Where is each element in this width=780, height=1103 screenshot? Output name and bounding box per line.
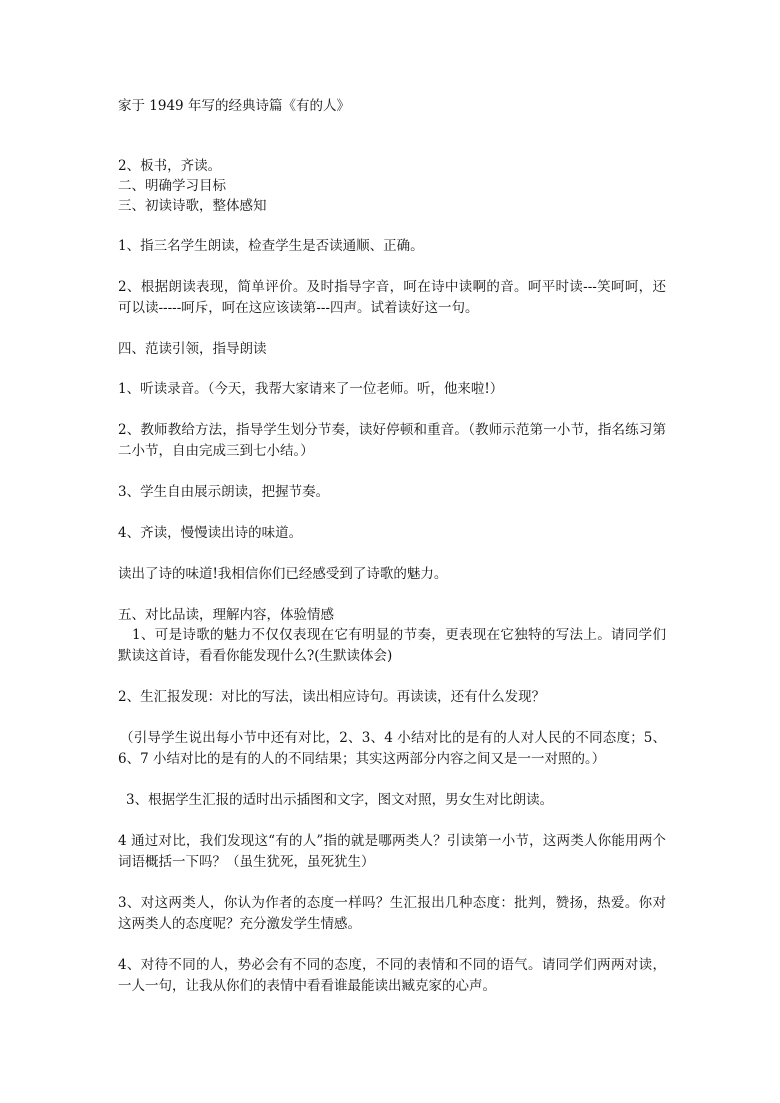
spacer [118, 503, 666, 523]
paragraph: 3、对这两类人，你认为作者的态度一样吗？生汇报出几种态度：批判，赞扬，热爱。你对这两类人的态度呢？充分激发学生情感。 [118, 895, 666, 932]
section-5-heading: 五、对比品读，理解内容，体验情感 [118, 607, 334, 623]
spacer [118, 667, 666, 687]
paragraph: 2、生汇报发现：对比的写法，读出相应诗句。再读读，还有什么发现？ [118, 689, 546, 705]
document-page [118, 96, 666, 997]
spacer [118, 319, 666, 339]
spacer [118, 708, 666, 728]
spacer [118, 257, 666, 277]
paragraph: 4 通过对比，我们发现这“有的人”指的就是哪两类人？引读第一小节，这两类人你能用两个词语概括一下吗？（虽生犹死，虽死犹生） [118, 833, 666, 870]
paragraph: 3、根据学生汇报的适时出示插图和文字，图文对照，男女生对比朗读。 [126, 792, 554, 808]
paragraph: 读出了诗的味道!我相信你们已经感受到了诗歌的魅力。 [118, 566, 448, 582]
section-2-heading: 二、明确学习目标 [118, 178, 226, 194]
paragraph: 4、齐读，慢慢读出诗的味道。 [118, 525, 303, 541]
section-3-heading: 三、初读诗歌，整体感知 [118, 198, 267, 214]
spacer [118, 873, 666, 893]
paragraph: 1、听读录音。（今天，我帮大家请来了一位老师。听，他来啦!） [118, 381, 504, 397]
spacer [118, 585, 666, 605]
paragraph: （引导学生说出每小节中还有对比，2、3、4 小结对比的是有的人对人民的不同态度；5、6、7 小结对比的是有的人的不同结果；其实这两部分内容之间又是一一对照的。） [118, 730, 666, 767]
spacer [118, 935, 666, 955]
spacer [118, 462, 666, 482]
paragraph: 1、指三名学生朗读，检查学生是否读通顺、正确。 [118, 238, 424, 254]
spacer [118, 811, 666, 831]
step-banshu: 2、板书，齐读。 [118, 158, 222, 174]
paragraph: 2、教师教给方法，指导学生划分节奏，读好停顿和重音。（教师示范第一小节，指名练习第二小节，自由完成三到七小结。） [118, 422, 666, 459]
intro-line: 家于 1949 年写的经典诗篇《有的人》 [118, 98, 350, 114]
spacer [118, 216, 666, 236]
paragraph: 1、可是诗歌的魅力不仅仅表现在它有明显的节奏，更表现在它独特的写法上。请同学们默读这首诗，看看你能发现什么?(生默读体会) [118, 627, 666, 664]
paragraph: 3、学生自由展示朗读，把握节奏。 [118, 484, 330, 500]
spacer [118, 544, 666, 564]
spacer [118, 400, 666, 420]
paragraph: 4、对待不同的人，势必会有不同的态度，不同的表情和不同的语气。请同学们两两对读，一人一句，让我从你们的表情中看看谁最能读出臧克家的心声。 [118, 957, 666, 994]
paragraph: 2、根据朗读表现，简单评价。及时指导字音，呵在诗中读啊的音。呵平时读---笑呵呵，还可以读-----呵斥，呵在这应该读第---四声。试着读好这一句。 [118, 279, 666, 316]
spacer [118, 359, 666, 379]
spacer [118, 770, 666, 790]
section-4-heading: 四、范读引领，指导朗读 [118, 341, 267, 357]
spacer [118, 116, 666, 156]
